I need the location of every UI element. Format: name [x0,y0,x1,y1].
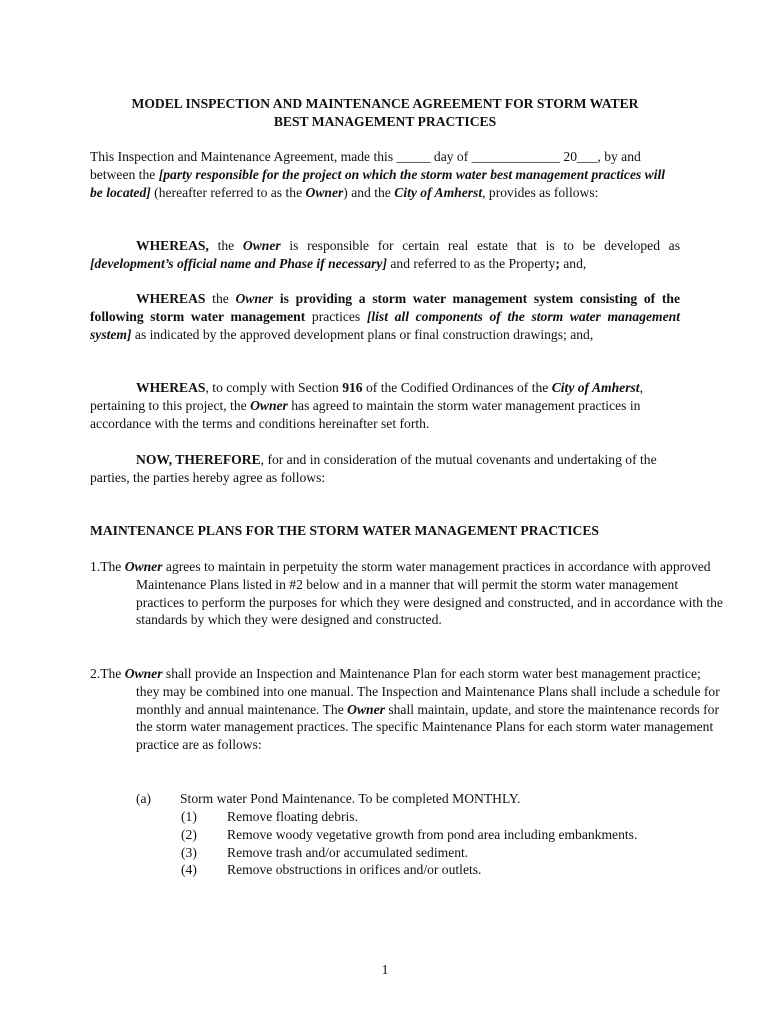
sub-a-mark: (a) [136,791,152,806]
intro-paragraph: This Inspection and Maintenance Agreement, made this _____ day of _____________ 20___, by and between the [party responsible for the project on which the storm water best management practices will be located] (hereafter referred to as the Owner) and the City of Amherst, provides as follows: [90,149,666,200]
list-item-2: 2.The Owner shall provide an Inspection and Maintenance Plan for each storm water best management practice; they may be combined into one manual. The Inspection and Maintenance Plans shall include a schedule for monthly and annual maintenance. The Owner shall maintain, update, and store the maintenance records for the storm water management practices. The specific Maintenance Plans for each storm water management practice are as follows: [90,666,720,753]
development-placeholder: [development’s official name and Phase if necessary] [90,255,387,271]
sub-a-text: Storm water Pond Maintenance. To be completed MONTHLY. [180,791,521,806]
list-item-1: 1.The Owner agrees to maintain in perpetuity the storm water management practices in accordance with approved Maintenance Plans listed in #2 below and in a manner that will permit the storm water management practices to perform the purposes for which they were designed and constructed, and in accordance with the standards by which they were designed and constructed. [90,559,723,628]
party-placeholder: [party responsible for the project on which the storm water best management practices will be located] [90,166,666,200]
whereas-paragraph-2: WHEREAS the Owner is providing a storm water management system consisting of the following storm water management practices [list all components of the storm water management system] as indicated by the approved development plans or final construction drawings; and, [90,291,681,342]
pond-maintenance-tasks [181,808,681,879]
list-item: (2) Remove woody vegetative growth from pond area including embankments. [181,826,638,842]
sub-list-a [136,790,680,808]
list-item: (4) Remove obstructions in orifices and/or outlets. [181,862,482,878]
title-line-2: BEST MANAGEMENT PRACTICES [273,113,497,129]
whereas-paragraph-3: WHEREAS, to comply with Section 916 of the Codified Ordinances of the City of Amherst, pertaining to this project, the Owner has agreed to maintain the storm water management practices in accordance with the terms and conditions hereinafter set forth. [90,380,643,431]
title-line-1: MODEL INSPECTION AND MAINTENANCE AGREEMENT FOR STORM WATER [131,96,639,111]
whereas-paragraph-1: WHEREAS, the Owner is responsible for certain real estate that is to be developed as [development’s official name and Phase if necessary] and referred to as the Property; and, [90,238,681,271]
list-item: (3) Remove trash and/or accumulated sediment. [181,844,469,860]
page-number: 1 [381,962,389,977]
list-item: (1) Remove floating debris. [181,809,358,824]
section-heading: MAINTENANCE PLANS FOR THE STORM WATER MANAGEMENT PRACTICES [90,523,599,538]
therefore-paragraph: NOW, THEREFORE, for and in consideration of the mutual covenants and undertaking of the parties, the parties hereby agree as follows: [90,452,657,485]
document-title [90,95,680,130]
components-placeholder: [list all components of the storm water management system] [90,308,680,342]
